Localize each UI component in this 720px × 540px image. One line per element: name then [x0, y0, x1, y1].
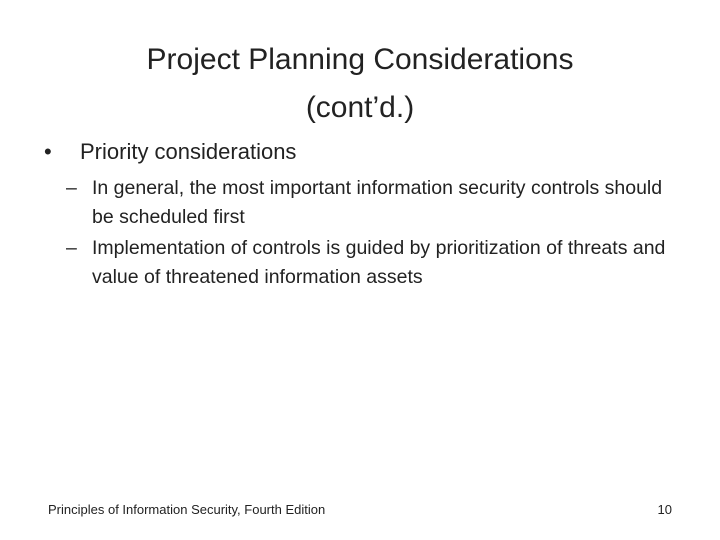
- bullet-item: [44, 136, 684, 168]
- sub-bullet-item: [66, 234, 684, 292]
- page-number: 10: [657, 502, 672, 517]
- bullet-marker: •: [44, 139, 52, 164]
- bullet-text: Priority considerations: [80, 139, 297, 164]
- sub-bullet-marker: –: [66, 237, 77, 259]
- sub-bullet-list: [44, 174, 684, 292]
- slide-title-line-1: Project Planning Considerations: [146, 43, 574, 76]
- slide-title-line-2: (cont’d.): [305, 91, 415, 124]
- footer-source: Principles of Information Security, Fourth Edition: [48, 502, 326, 517]
- sub-bullet-text: Implementation of controls is guided by prioritization of threats and value of threatened information assets: [92, 237, 666, 288]
- bullet-list: [44, 136, 684, 294]
- sub-bullet-item: [66, 174, 684, 232]
- sub-bullet-text: In general, the most important information security controls should be scheduled first: [92, 177, 663, 228]
- slide-title: [0, 36, 720, 132]
- sub-bullet-marker: –: [66, 177, 77, 199]
